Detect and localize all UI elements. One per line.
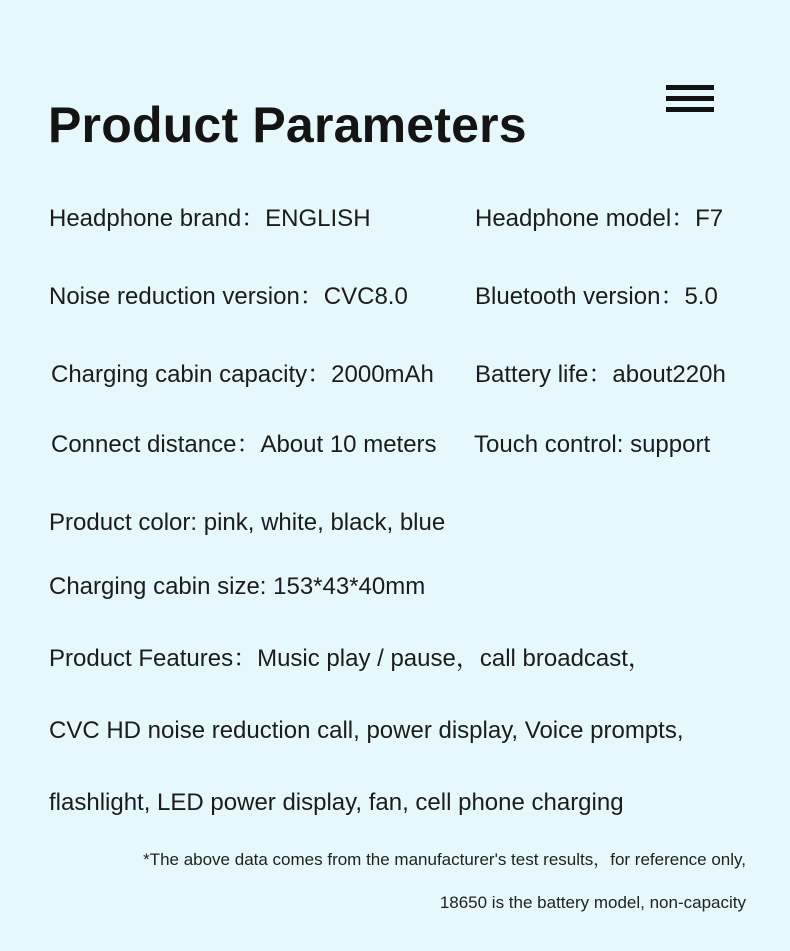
menu-icon-bar <box>666 85 714 90</box>
menu-icon-bar <box>666 96 714 101</box>
product-features-line: Product Features：Music play / pause，call broadcast， <box>49 645 652 672</box>
param-headphone-brand: Headphone brand：ENGLISH <box>49 205 371 232</box>
param-charging-cabin-capacity: Charging cabin capacity：2000mAh <box>51 361 434 388</box>
battery-model-note: 18650 is the battery model, non-capacity <box>439 893 746 912</box>
menu-icon[interactable] <box>666 85 714 113</box>
param-noise-reduction-version: Noise reduction version：CVC8.0 <box>49 283 408 310</box>
param-bluetooth-version: Bluetooth version：5.0 <box>475 283 718 310</box>
param-headphone-model: Headphone model：F7 <box>475 205 724 232</box>
product-features-line-2: CVC HD noise reduction call, power display, Voice prompts, <box>49 717 684 744</box>
charging-cabin-size-line: Charging cabin size: 153*43*40mm <box>49 573 426 600</box>
product-color-line: Product color: pink, white, black, blue <box>49 509 446 536</box>
param-connect-distance: Connect distance：About 10 meters <box>51 431 437 458</box>
disclaimer-note: *The above data comes from the manufacturer's test results，for reference only, <box>143 850 746 869</box>
product-features-line-3: flashlight, LED power display, fan, cell phone charging <box>49 789 624 816</box>
menu-icon-bar <box>666 107 714 112</box>
page-title: Product Parameters <box>48 97 527 153</box>
param-touch-control: Touch control: support <box>474 431 711 458</box>
param-battery-life: Battery life：about220h <box>475 361 726 388</box>
